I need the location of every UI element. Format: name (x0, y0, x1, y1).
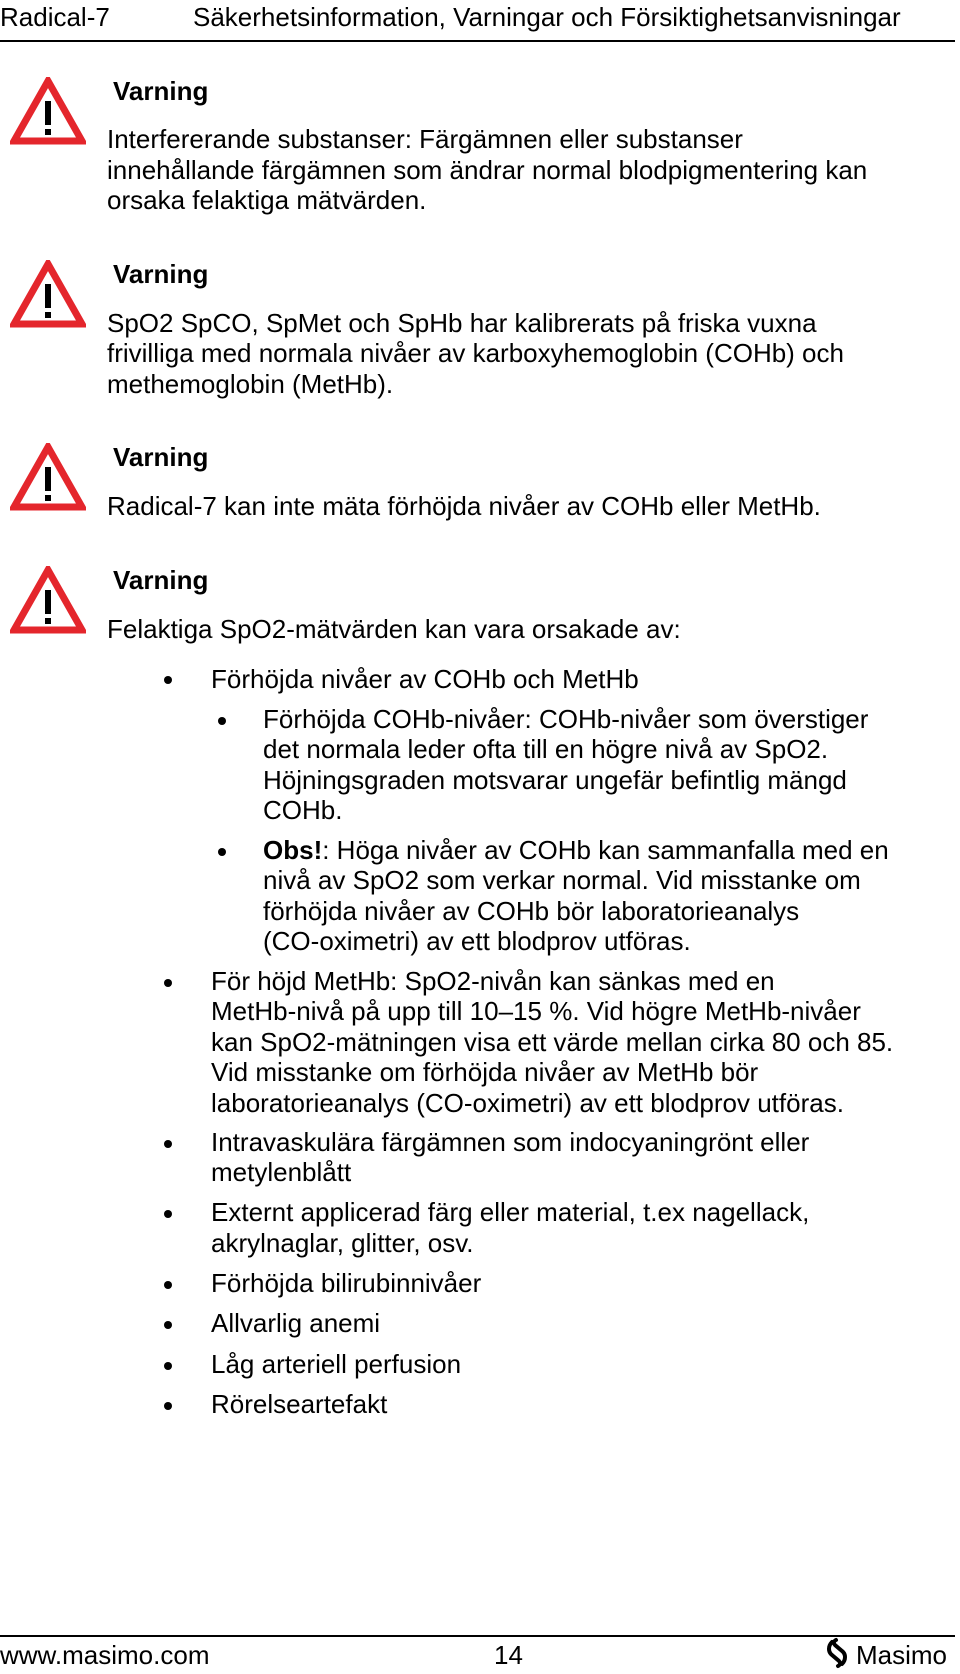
list-item: Förhöjda nivåer av COHb och MetHb (211, 664, 639, 694)
list-item: laboratorieanalys (CO-oximetri) av ett blodprov utföras. (211, 1088, 844, 1118)
bullet-marker (164, 1281, 172, 1289)
warning-text-line: innehållande färgämnen som ändrar normal blodpigmentering kan (107, 155, 868, 185)
list-item: Rörelseartefakt (211, 1389, 388, 1419)
sub-bullet-marker (218, 848, 226, 856)
document-product-name: Radical-7 (0, 2, 110, 32)
warning-title: Varning (113, 442, 209, 472)
warning-title: Varning (113, 259, 209, 289)
sub-list-item: COHb. (263, 795, 343, 825)
bullet-marker (164, 1210, 172, 1218)
warning-text-line: orsaka felaktiga mätvärden. (107, 185, 427, 215)
list-item: kan SpO2-mätningen visa ett värde mellan cirka 80 och 85. (211, 1027, 894, 1057)
warning-triangle-icon (10, 566, 86, 634)
warning-triangle-icon (10, 443, 86, 511)
list-item: Intravaskulära färgämnen som indocyaningrönt eller (211, 1127, 810, 1157)
warning-triangle-icon (10, 260, 86, 328)
page-number: 14 (494, 1640, 523, 1670)
list-item: Externt applicerad färg eller material, t.ex nagellack, (211, 1197, 810, 1227)
sub-list-item: (CO-oximetri) av ett blodprov utföras. (263, 926, 691, 956)
warning-intro: Felaktiga SpO2-mätvärden kan vara orsakade av: (107, 614, 681, 644)
warning-text-line: frivilliga med normala nivåer av karboxyhemoglobin (COHb) och (107, 338, 844, 368)
list-item: metylenblått (211, 1157, 352, 1187)
bullet-marker (164, 1402, 172, 1410)
warning-text-line: SpO2 SpCO, SpMet och SpHb har kalibrerats på friska vuxna (107, 308, 817, 338)
list-item: Förhöjda bilirubinnivåer (211, 1268, 482, 1298)
masimo-logo-icon (826, 1637, 848, 1669)
footer-brand: Masimo (856, 1640, 948, 1670)
warning-title: Varning (113, 76, 209, 106)
sub-bullet-marker (218, 717, 226, 725)
list-item: Vid misstanke om förhöjda nivåer av MetHb bör (211, 1057, 759, 1087)
sub-list-item (263, 834, 889, 866)
bullet-marker (164, 1140, 172, 1148)
warning-text-line: methemoglobin (MetHb). (107, 369, 394, 399)
warning-triangle-icon (10, 77, 86, 145)
bullet-marker (164, 1321, 172, 1329)
warning-text-line: Interfererande substanser: Färgämnen eller substanser (107, 124, 743, 154)
sub-list-item: Höjningsgraden motsvarar ungefär befintlig mängd (263, 765, 847, 795)
sub-list-item: nivå av SpO2 som verkar normal. Vid misstanke om (263, 865, 861, 895)
section-title: Säkerhetsinformation, Varningar och Försiktighetsanvisningar (193, 2, 901, 32)
warning-title: Varning (113, 565, 209, 595)
bullet-marker (164, 676, 172, 684)
bullet-marker (164, 979, 172, 987)
footer-url: www.masimo.com (0, 1640, 210, 1670)
sub-list-item: förhöjda nivåer av COHb bör laboratorieanalys (263, 896, 800, 926)
bullet-marker (164, 1362, 172, 1370)
list-item: Låg arteriell perfusion (211, 1349, 462, 1379)
sub-list-item: Förhöjda COHb-nivåer: COHb-nivåer som överstiger (263, 704, 869, 734)
list-item: Allvarlig anemi (211, 1308, 381, 1338)
list-item: akrylnaglar, glitter, osv. (211, 1228, 474, 1258)
list-item: För höjd MetHb: SpO2-nivån kan sänkas med en (211, 966, 775, 996)
sub-list-item: det normala leder ofta till en högre nivå av SpO2. (263, 734, 829, 764)
header-divider (0, 40, 955, 42)
obs-label: Obs! (263, 835, 323, 865)
footer-divider (0, 1635, 955, 1637)
list-item: MetHb-nivå på upp till 10–15 %. Vid högre MetHb-nivåer (211, 996, 861, 1026)
warning-text-line: Radical-7 kan inte mäta förhöjda nivåer av COHb eller MetHb. (107, 491, 821, 521)
obs-text: : Höga nivåer av COHb kan sammanfalla med en (322, 835, 889, 865)
